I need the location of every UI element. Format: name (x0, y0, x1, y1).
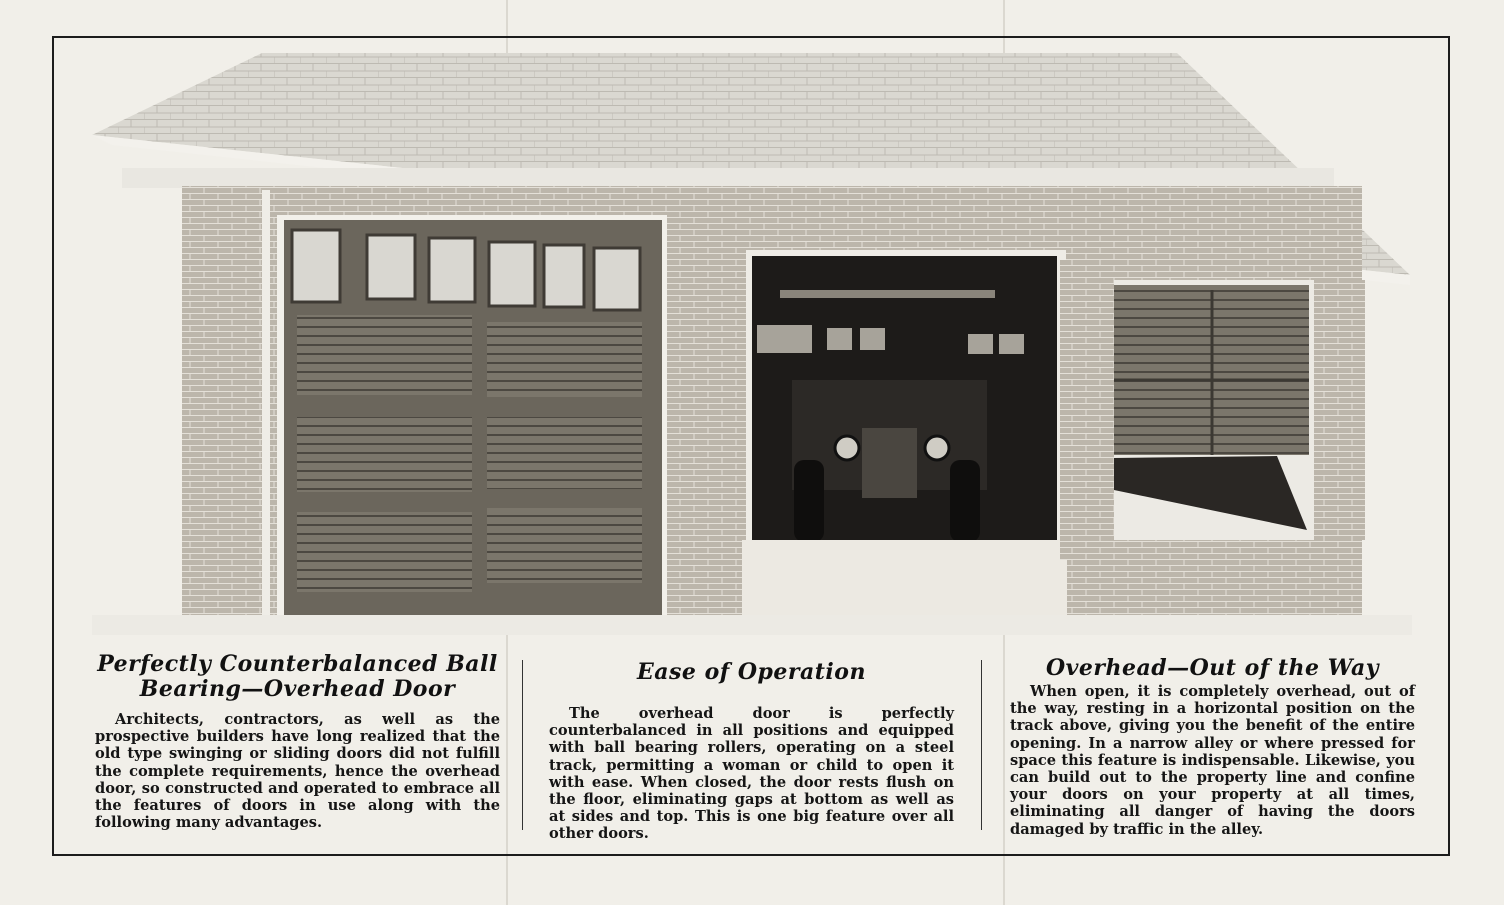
heading-ease-of-operation: Ease of Operation (637, 659, 866, 685)
body-counterbalanced: Architects, contractors, as well as the prospective builders have long realized that the old type swinging or sliding doors did not fulfill the complete requirements, hence the overhead door, so constructed and operated to embrace all the features of doors in use along with the following many advantages. (95, 711, 500, 832)
heading-counterbalanced: Perfectly Counterbalanced Ball Bearing—Overhead Door (97, 651, 498, 702)
center-pillar (668, 225, 738, 595)
column-ease-of-operation (549, 652, 954, 843)
column-divider-left (522, 660, 523, 830)
right-pillar (1060, 260, 1110, 560)
column-divider-right (981, 660, 982, 830)
door-1-closed (277, 215, 667, 633)
door-3-partially-open (1114, 280, 1314, 540)
heading-overhead-out-of-way: Overhead—Out of the Way (1045, 655, 1380, 681)
door-2-open (742, 250, 1067, 622)
ground (92, 615, 1412, 635)
body-overhead-out-of-way: When open, it is completely overhead, out of the way, resting in a horizontal position on the track above, giving you the benefit of the entire opening. In a narrow alley or where pressed for space this feature is indispensable. Likewise, you can build out to the property line and confine your doors on your property at all times, eliminating all danger of having the doors damaged by traffic in the alley. (1010, 683, 1415, 838)
right-wall-end (1327, 280, 1365, 540)
column-overhead-out-of-way (1010, 652, 1415, 838)
column-counterbalanced (95, 652, 500, 831)
body-ease-of-operation: The overhead door is perfectly counterbalanced in all positions and equipped with ball bearing rollers, operating on a steel track, permitting a woman or child to open it with ease. When closed, the door rests flush on the floor, eliminating gaps at bottom as well as at sides and top. This is one big feature over all other doors. (549, 705, 954, 843)
garage-illustration (92, 50, 1412, 635)
